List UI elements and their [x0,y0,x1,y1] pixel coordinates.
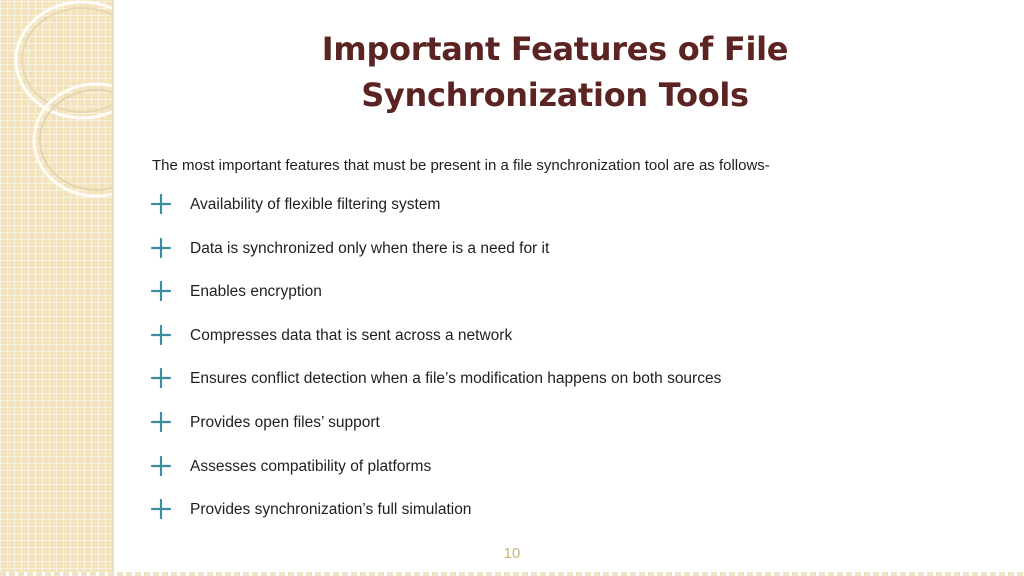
decorative-side-panel [0,0,114,576]
list-item-text: Provides open files’ support [190,413,380,431]
list-item-text: Compresses data that is sent across a network [190,326,513,344]
ring-ornament-icon [0,0,112,576]
intro-text: The most important features that must be present in a file synchronization tool are as follows- [152,157,770,174]
slide-title [300,26,810,118]
plus-icon [150,280,172,302]
list-item [150,325,721,369]
feature-list [150,194,721,543]
list-item-text: Assesses compatibility of platforms [190,457,432,475]
list-item [150,194,721,238]
list-item [150,281,721,325]
plus-icon [150,324,172,346]
slide-title-line-2: Synchronization Tools [361,76,749,114]
page-number: 10 [503,545,521,562]
plus-icon [150,193,172,215]
decorative-bottom-strip [0,572,1024,576]
list-item [150,456,721,500]
list-item-text: Enables encryption [190,283,322,301]
list-item-text: Data is synchronized only when there is a need for it [190,239,550,257]
list-item-text: Ensures conflict detection when a file’s modification happens on both sources [190,370,722,388]
plus-icon [150,411,172,433]
plus-icon [150,367,172,389]
plus-icon [150,455,172,477]
list-item [150,368,721,412]
list-item [150,238,721,282]
list-item-text: Provides synchronization’s full simulation [190,501,472,519]
list-item-text: Availability of flexible filtering system [190,196,441,213]
list-item [150,412,721,456]
plus-icon [150,498,172,520]
plus-icon [150,237,172,259]
list-item [150,499,721,543]
slide-title-line-1: Important Features of File [321,30,789,68]
